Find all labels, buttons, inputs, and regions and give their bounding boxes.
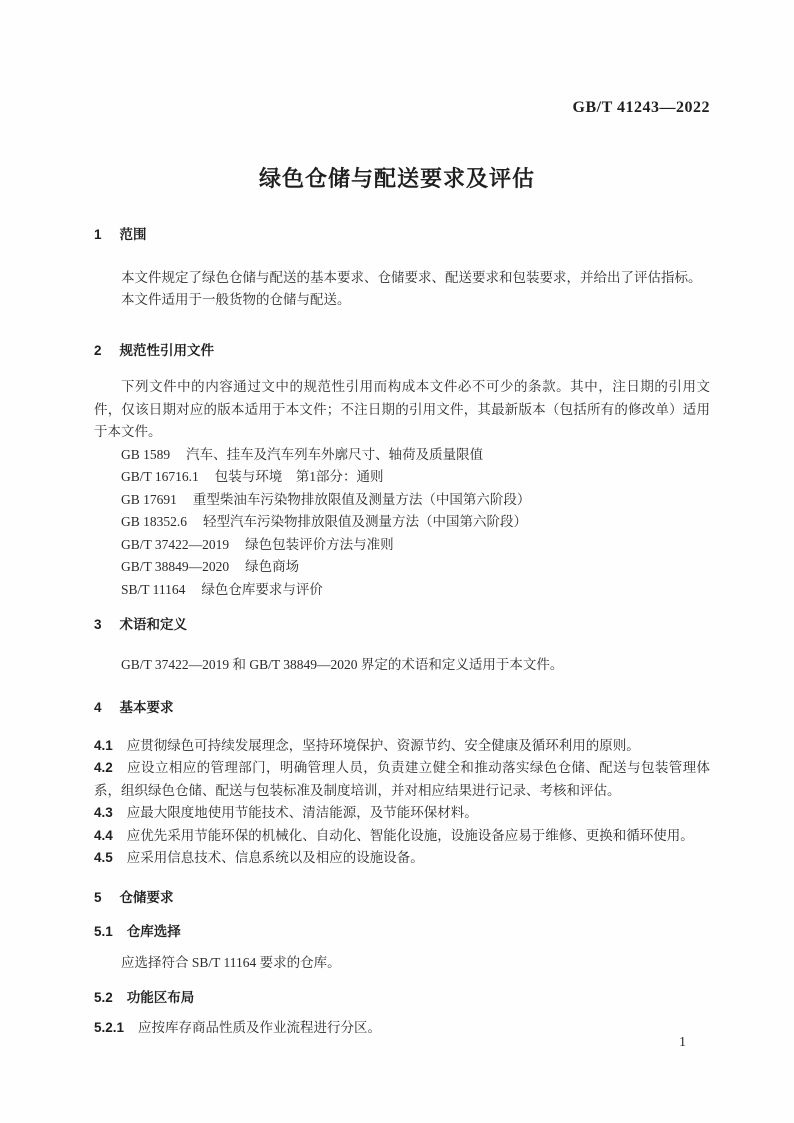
- basic-requirements-list: [94, 735, 710, 870]
- clause-item: [94, 1017, 710, 1040]
- clause-5-label: 仓储要求: [119, 889, 174, 905]
- clause-item: [94, 735, 710, 758]
- clause-2-heading: [94, 340, 710, 363]
- scope-paragraph-2: 本文件适用于一般货物的仓储与配送。: [121, 292, 351, 307]
- clause-3-label: 术语和定义: [119, 617, 188, 632]
- clause-item: [94, 802, 710, 825]
- reference-title: 汽车、挂车及汽车列车外廓尺寸、轴荷及质量限值: [186, 446, 484, 462]
- clause-item-text: 应最大限度地使用节能技术、清洁能源，及节能环保材料。: [126, 805, 478, 820]
- clause-item-number: 4.5: [94, 850, 113, 865]
- clause-5-2-number: 5.2: [94, 990, 113, 1005]
- clause-item-text: 应优先采用节能环保的机械化、自动化、智能化设施，设施设备应易于维修、更换和循环使用。: [126, 827, 694, 843]
- clause-item: [94, 847, 710, 870]
- reference-item: [94, 444, 710, 467]
- reference-item: [94, 556, 710, 579]
- clause-item-number: 4.4: [94, 827, 113, 843]
- reference-title: 包装与环境 第1部分：通则: [214, 469, 384, 484]
- clause-1-label: 范围: [119, 227, 147, 242]
- reference-code: GB/T 16716.1: [121, 469, 199, 484]
- standard-code: GB/T 41243—2022: [572, 99, 710, 116]
- document-body: [94, 224, 710, 1039]
- scope-paragraph-1: 本文件规定了绿色仓储与配送的基本要求、仓储要求、配送要求和包装要求，并给出了评估指标。: [121, 269, 702, 285]
- reference-item: [94, 466, 710, 489]
- clause-item-number: 4.2: [94, 760, 113, 775]
- clause-5-heading: [94, 887, 710, 910]
- clause-5-number: 5: [94, 889, 102, 905]
- normative-references-intro: 下列文件中的内容通过文中的规范性引用而构成本文件必不可少的条款。其中，注日期的引用文件，仅该日期对应的版本适用于本文件；不注日期的引用文件，其最新版本（包括所有的修改单）适用于本文件。: [94, 379, 710, 439]
- clause-4-label: 基本要求: [119, 700, 174, 715]
- reference-title: 绿色仓库要求与评价: [201, 581, 323, 597]
- reference-code: GB 18352.6: [121, 514, 188, 529]
- clause-2-label: 规范性引用文件: [119, 342, 215, 358]
- reference-code: SB/T 11164: [121, 581, 186, 597]
- reference-item: [94, 489, 710, 512]
- clause-4-heading: [94, 697, 710, 720]
- clause-item-text: 应设立相应的管理部门，明确管理人员，负责建立健全和推动落实绿色仓储、配送与包装管理体系，组织绿色仓储、配送与包装标准及制度培训，并对相应结果进行记录、考核和评估。: [94, 760, 710, 798]
- reference-code: GB 1589: [121, 446, 171, 462]
- reference-title: 绿色商场: [245, 559, 300, 574]
- clause-item-text: 应采用信息技术、信息系统以及相应的设施设备。: [126, 850, 424, 865]
- clause-3-number: 3: [94, 617, 102, 632]
- clause-item-number: 4.3: [94, 805, 113, 820]
- reference-title: 绿色包装评价方法与准则: [245, 536, 394, 552]
- page-number: 1: [679, 1035, 686, 1050]
- clause-item-number: 5.2.1: [94, 1019, 125, 1035]
- clause-2-number: 2: [94, 342, 102, 358]
- reference-code: GB 17691: [121, 491, 177, 507]
- warehouse-selection-paragraph: 应选择符合 SB/T 11164 要求的仓库。: [121, 954, 341, 970]
- clause-5-1-label: 仓库选择: [126, 924, 181, 939]
- clause-4-number: 4: [94, 700, 102, 715]
- clause-item: [94, 757, 710, 802]
- normative-references-list: [94, 444, 710, 602]
- clause-item: [94, 825, 710, 848]
- reference-item: [94, 511, 710, 534]
- terms-definitions-paragraph: GB/T 37422—2019 和 GB/T 38849—2020 界定的术语和定义适用于本文件。: [121, 656, 564, 672]
- reference-item: [94, 534, 710, 557]
- clause-5-1-number: 5.1: [94, 924, 113, 939]
- reference-code: GB/T 37422—2019: [121, 536, 230, 552]
- clause-item-number: 4.1: [94, 737, 113, 753]
- clause-5-2-heading: [94, 987, 710, 1010]
- reference-title: 轻型汽车污染物排放限值及测量方法（中国第六阶段）: [203, 514, 528, 529]
- reference-item: [94, 579, 710, 602]
- clause-5-1-heading: [94, 921, 710, 944]
- document-title: 绿色仓储与配送要求及评估: [258, 166, 535, 191]
- reference-code: GB/T 38849—2020: [121, 559, 230, 574]
- clause-item-text: 应按库存商品性质及作业流程进行分区。: [138, 1019, 382, 1035]
- clause-3-heading: [94, 614, 710, 637]
- clause-5-2-label: 功能区布局: [126, 990, 195, 1005]
- reference-title: 重型柴油车污染物排放限值及测量方法（中国第六阶段）: [192, 491, 531, 507]
- clause-item-text: 应贯彻绿色可持续发展理念，坚持环境保护、资源节约、安全健康及循环利用的原则。: [126, 737, 640, 753]
- clause-1-heading: [94, 224, 710, 247]
- clause-1-number: 1: [94, 227, 102, 242]
